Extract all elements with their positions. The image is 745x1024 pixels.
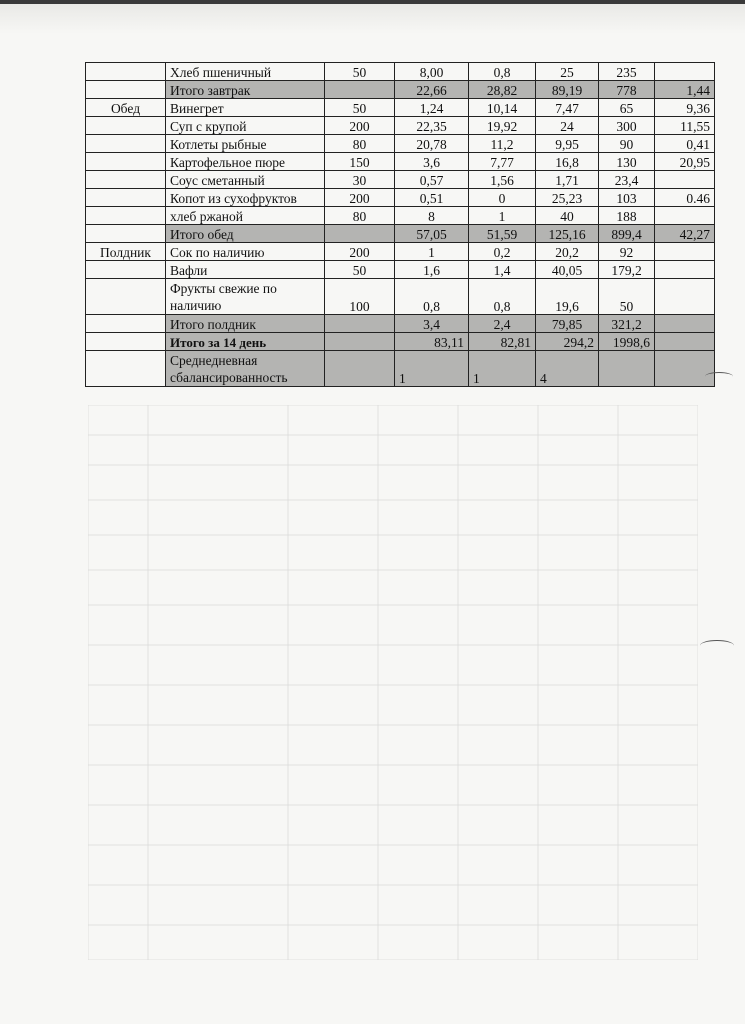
protein-cell: 0,8 <box>395 279 469 315</box>
protein-cell: 1 <box>395 351 469 387</box>
kcal-cell: 235 <box>599 63 655 81</box>
dish-cell: Итого завтрак <box>166 81 325 99</box>
portion-cell: 80 <box>325 135 395 153</box>
dish-cell: Итого за 14 день <box>166 333 325 351</box>
dish-cell: хлеб ржаной <box>166 207 325 225</box>
kcal-cell: 188 <box>599 207 655 225</box>
fat-cell: 0 <box>469 189 536 207</box>
protein-cell: 1,6 <box>395 261 469 279</box>
portion-cell: 100 <box>325 279 395 315</box>
scan-shadow <box>0 4 745 34</box>
meal-cell <box>86 153 166 171</box>
kcal-cell: 130 <box>599 153 655 171</box>
portion-cell: 200 <box>325 243 395 261</box>
carbs-cell: 25 <box>536 63 599 81</box>
carbs-cell: 25,23 <box>536 189 599 207</box>
vitamin-cell: 0.46 <box>655 189 715 207</box>
protein-cell: 1,24 <box>395 99 469 117</box>
table-row <box>86 279 715 315</box>
kcal-cell: 778 <box>599 81 655 99</box>
fat-cell: 10,14 <box>469 99 536 117</box>
meal-cell <box>86 261 166 279</box>
dish-cell: Соус сметанный <box>166 171 325 189</box>
fat-cell: 1,56 <box>469 171 536 189</box>
protein-cell: 22,35 <box>395 117 469 135</box>
dish-cell: Суп с крупой <box>166 117 325 135</box>
table-row <box>86 99 715 117</box>
dish-cell: Фрукты свежие по наличию <box>166 279 325 315</box>
meal-cell: Обед <box>86 99 166 117</box>
protein-cell: 83,11 <box>395 333 469 351</box>
portion-cell: 30 <box>325 171 395 189</box>
fat-cell: 1 <box>469 351 536 387</box>
portion-cell <box>325 315 395 333</box>
portion-cell: 150 <box>325 153 395 171</box>
protein-cell: 57,05 <box>395 225 469 243</box>
carbs-cell: 40 <box>536 207 599 225</box>
fat-cell: 82,81 <box>469 333 536 351</box>
vitamin-cell <box>655 333 715 351</box>
table-row <box>86 153 715 171</box>
carbs-cell: 89,19 <box>536 81 599 99</box>
kcal-cell: 179,2 <box>599 261 655 279</box>
carbs-cell: 24 <box>536 117 599 135</box>
protein-cell: 0,51 <box>395 189 469 207</box>
kcal-cell: 899,4 <box>599 225 655 243</box>
meal-cell: Полдник <box>86 243 166 261</box>
portion-cell <box>325 81 395 99</box>
vitamin-cell <box>655 207 715 225</box>
kcal-cell: 321,2 <box>599 315 655 333</box>
bleed-through-grid <box>88 405 698 960</box>
dish-cell: Картофельное пюре <box>166 153 325 171</box>
meal-cell <box>86 117 166 135</box>
portion-cell <box>325 225 395 243</box>
dish-cell: Итого полдник <box>166 315 325 333</box>
portion-cell <box>325 333 395 351</box>
kcal-cell: 1998,6 <box>599 333 655 351</box>
protein-cell: 20,78 <box>395 135 469 153</box>
vitamin-cell: 20,95 <box>655 153 715 171</box>
table-row <box>86 171 715 189</box>
kcal-cell <box>599 351 655 387</box>
fat-cell: 0,8 <box>469 63 536 81</box>
protein-cell: 8 <box>395 207 469 225</box>
portion-cell <box>325 351 395 387</box>
kcal-cell: 103 <box>599 189 655 207</box>
portion-cell: 50 <box>325 99 395 117</box>
dish-cell: Сок по наличию <box>166 243 325 261</box>
pen-mark <box>705 372 733 381</box>
meal-cell <box>86 225 166 243</box>
table-row <box>86 81 715 99</box>
carbs-cell: 1,71 <box>536 171 599 189</box>
dish-cell: Итого обед <box>166 225 325 243</box>
vitamin-cell <box>655 63 715 81</box>
fat-cell: 7,77 <box>469 153 536 171</box>
fat-cell: 51,59 <box>469 225 536 243</box>
meal-cell <box>86 351 166 387</box>
vitamin-cell: 0,41 <box>655 135 715 153</box>
fat-cell: 11,2 <box>469 135 536 153</box>
dish-cell: Копот из сухофруктов <box>166 189 325 207</box>
fat-cell: 28,82 <box>469 81 536 99</box>
kcal-cell: 50 <box>599 279 655 315</box>
vitamin-cell: 42,27 <box>655 225 715 243</box>
protein-cell: 1 <box>395 243 469 261</box>
protein-cell: 3,6 <box>395 153 469 171</box>
meal-cell <box>86 279 166 315</box>
table-row <box>86 243 715 261</box>
pen-mark <box>700 640 734 651</box>
carbs-cell: 4 <box>536 351 599 387</box>
carbs-cell: 7,47 <box>536 99 599 117</box>
vitamin-cell <box>655 243 715 261</box>
meal-cell <box>86 315 166 333</box>
kcal-cell: 65 <box>599 99 655 117</box>
portion-cell: 200 <box>325 189 395 207</box>
vitamin-cell <box>655 261 715 279</box>
fat-cell: 19,92 <box>469 117 536 135</box>
meal-cell <box>86 333 166 351</box>
carbs-cell: 79,85 <box>536 315 599 333</box>
vitamin-cell: 9,36 <box>655 99 715 117</box>
table-row <box>86 351 715 387</box>
carbs-cell: 40,05 <box>536 261 599 279</box>
kcal-cell: 90 <box>599 135 655 153</box>
meal-cell <box>86 81 166 99</box>
meal-cell <box>86 189 166 207</box>
kcal-cell: 92 <box>599 243 655 261</box>
protein-cell: 8,00 <box>395 63 469 81</box>
table-row <box>86 207 715 225</box>
protein-cell: 22,66 <box>395 81 469 99</box>
vitamin-cell <box>655 171 715 189</box>
carbs-cell: 20,2 <box>536 243 599 261</box>
carbs-cell: 16,8 <box>536 153 599 171</box>
protein-cell: 3,4 <box>395 315 469 333</box>
carbs-cell: 9,95 <box>536 135 599 153</box>
portion-cell: 80 <box>325 207 395 225</box>
fat-cell: 1,4 <box>469 261 536 279</box>
table-row <box>86 135 715 153</box>
meal-cell <box>86 135 166 153</box>
vitamin-cell <box>655 279 715 315</box>
vitamin-cell <box>655 351 715 387</box>
dish-cell: Винегрет <box>166 99 325 117</box>
menu-table <box>85 62 715 387</box>
table-row <box>86 189 715 207</box>
dish-cell: Хлеб пшеничный <box>166 63 325 81</box>
meal-cell <box>86 63 166 81</box>
carbs-cell: 19,6 <box>536 279 599 315</box>
portion-cell: 50 <box>325 261 395 279</box>
table-row <box>86 315 715 333</box>
meal-cell <box>86 171 166 189</box>
fat-cell: 0,2 <box>469 243 536 261</box>
vitamin-cell: 1,44 <box>655 81 715 99</box>
protein-cell: 0,57 <box>395 171 469 189</box>
portion-cell: 50 <box>325 63 395 81</box>
dish-cell: Среднедневная сбалансированность <box>166 351 325 387</box>
vitamin-cell <box>655 315 715 333</box>
carbs-cell: 125,16 <box>536 225 599 243</box>
portion-cell: 200 <box>325 117 395 135</box>
kcal-cell: 300 <box>599 117 655 135</box>
carbs-cell: 294,2 <box>536 333 599 351</box>
kcal-cell: 23,4 <box>599 171 655 189</box>
meal-cell <box>86 207 166 225</box>
fat-cell: 2,4 <box>469 315 536 333</box>
table-row <box>86 225 715 243</box>
dish-cell: Котлеты рыбные <box>166 135 325 153</box>
fat-cell: 0,8 <box>469 279 536 315</box>
table-row <box>86 63 715 81</box>
table-row <box>86 117 715 135</box>
table-row <box>86 261 715 279</box>
dish-cell: Вафли <box>166 261 325 279</box>
fat-cell: 1 <box>469 207 536 225</box>
vitamin-cell: 11,55 <box>655 117 715 135</box>
table-row <box>86 333 715 351</box>
